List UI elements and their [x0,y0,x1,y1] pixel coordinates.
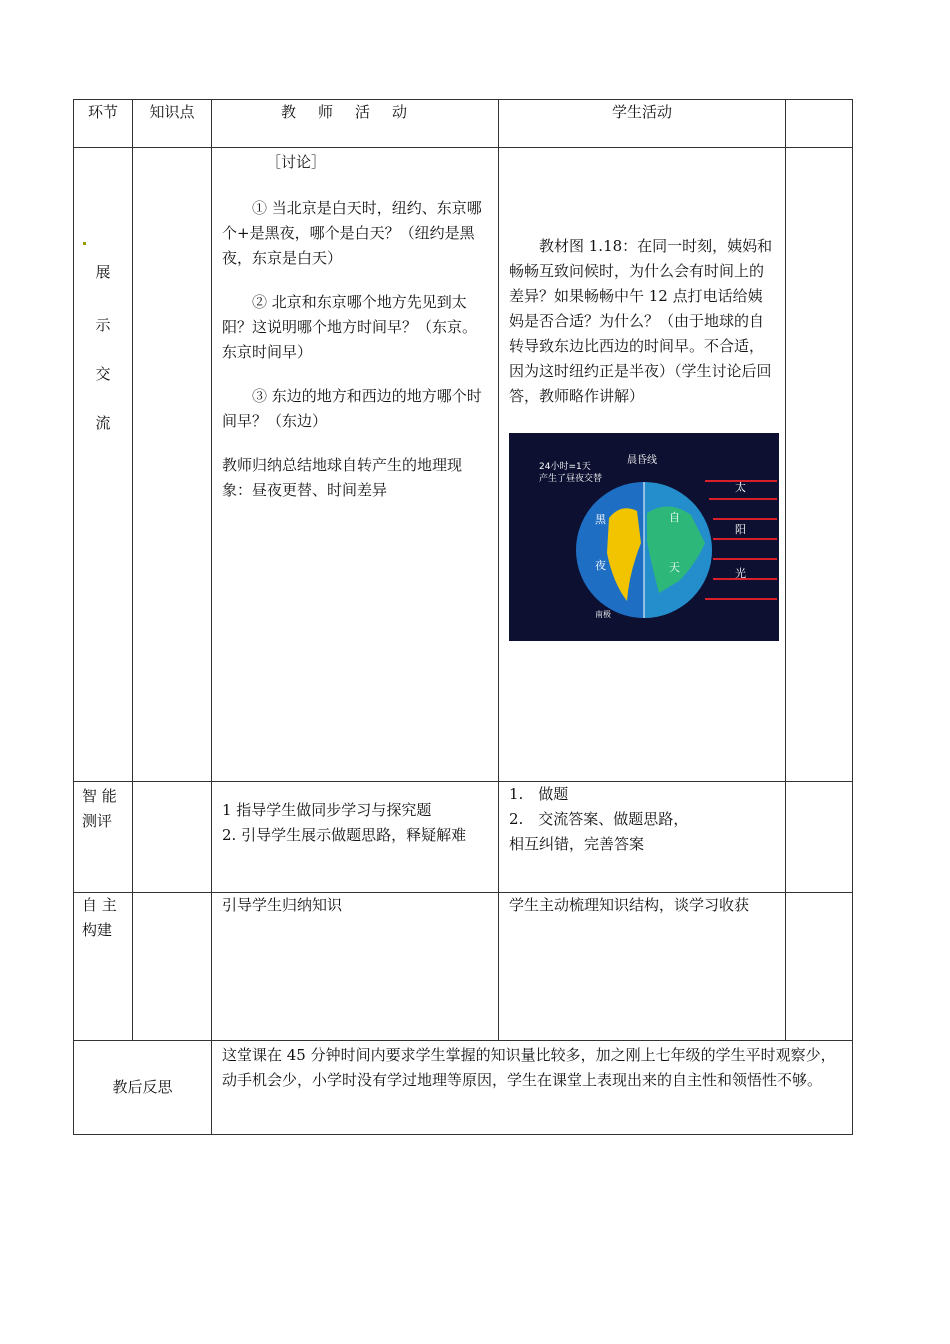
test-row [74,782,853,893]
figure-caption-2: 产生了昼夜交替 [539,474,603,484]
day-label-1: 自 [669,511,680,524]
lesson-plan-table [73,99,853,1135]
test-student-line: 相互纠错，完善答案 [509,835,645,853]
build-teacher-cell [212,893,499,1041]
reflection-stage: 教后反思 [112,1078,173,1096]
display-stage-cell [74,148,133,782]
stage-char: 交 [95,365,111,383]
test-student-line: 2. 交流答案、做题思路， [509,810,689,828]
globe-illustration [509,433,779,641]
header-row [74,100,853,148]
build-stage: 自 主 构建 [82,896,117,939]
reflection-stage-cell [74,1041,212,1135]
night-label-1: 黑 [595,513,606,526]
display-extra-cell [786,148,853,782]
test-extra-cell [786,782,853,893]
question-3: ③ 东边的地方和西边的地方哪个时间早？（东边） [222,387,482,430]
sun-label-1: 太 [735,481,746,494]
figure-caption-1: 24小时=1天 [539,462,591,472]
build-student-cell [499,893,786,1041]
display-row [74,148,853,782]
test-student-line: 1. 做题 [509,785,569,803]
build-knowledge-cell [133,893,212,1041]
display-teacher-cell [212,148,499,782]
reflection-row [74,1041,853,1135]
sun-label-2: 阳 [735,523,746,536]
build-extra-cell [786,893,853,1041]
header-knowledge: 知识点 [133,100,212,148]
earth-rotation-figure [509,433,779,641]
student-text: 教材图 1.18：在同一时刻，姨妈和畅畅互致问候时，为什么会有时间上的差异？如果畅畅中午 12 点打电话给姨妈是否合适？为什么？（由于地球的自转导致东边比西边的时间早。不合适，因为这时纽约正是半夜）（学生讨论后回答，教师略作讲解） [509,237,773,405]
header-stage: 环节 [74,100,133,148]
night-label-2: 夜 [595,559,606,572]
test-teacher-line: 2. 引导学生展示做题思路，释疑解难 [222,826,467,844]
reflection-text-cell [212,1041,853,1135]
test-student-cell [499,782,786,893]
discussion-label: ［讨论］ [266,153,327,171]
display-knowledge-cell [133,148,212,782]
test-knowledge-cell [133,782,212,893]
terminator-label: 晨昏线 [627,455,657,466]
header-student: 学生活动 [499,100,786,148]
question-2: ② 北京和东京哪个地方先见到太阳？这说明哪个地方时间早？（东京。东京时间早） [222,293,478,361]
day-label-2: 天 [669,561,680,574]
reflection-text: 这堂课在 45 分钟时间内要求学生掌握的知识量比较多，加之刚上七年级的学生平时观察少，动手机会少，小学时没有学过地理等原因，学生在课堂上表现出来的自主性和领悟性不够。 [222,1046,836,1089]
question-1: ① 当北京是白天时，纽约、东京哪个+是黑夜，哪个是白天？（纽约是黑夜，东京是白天） [222,199,482,267]
test-stage-cell [74,782,133,893]
header-extra [786,100,853,148]
test-teacher-line: 1 指导学生做同步学习与探究题 [222,801,432,819]
teacher-summary: 教师归纳总结地球自转产生的地理现象：昼夜更替、时间差异 [222,456,463,499]
stage-char: 示 [95,316,111,334]
stage-char: 流 [95,414,111,432]
build-row [74,893,853,1041]
pole-label: 南极 [595,610,611,619]
header-teacher: 教师活动 [212,100,499,148]
stage-char: 展 [95,263,111,281]
build-student: 学生主动梳理知识结构，谈学习收获 [509,896,750,914]
test-stage: 智 能 测评 [82,787,117,830]
build-stage-cell [74,893,133,1041]
display-student-cell [499,148,786,782]
build-teacher: 引导学生归纳知识 [222,896,343,914]
sun-label-3: 光 [735,567,746,580]
test-teacher-cell [212,782,499,893]
